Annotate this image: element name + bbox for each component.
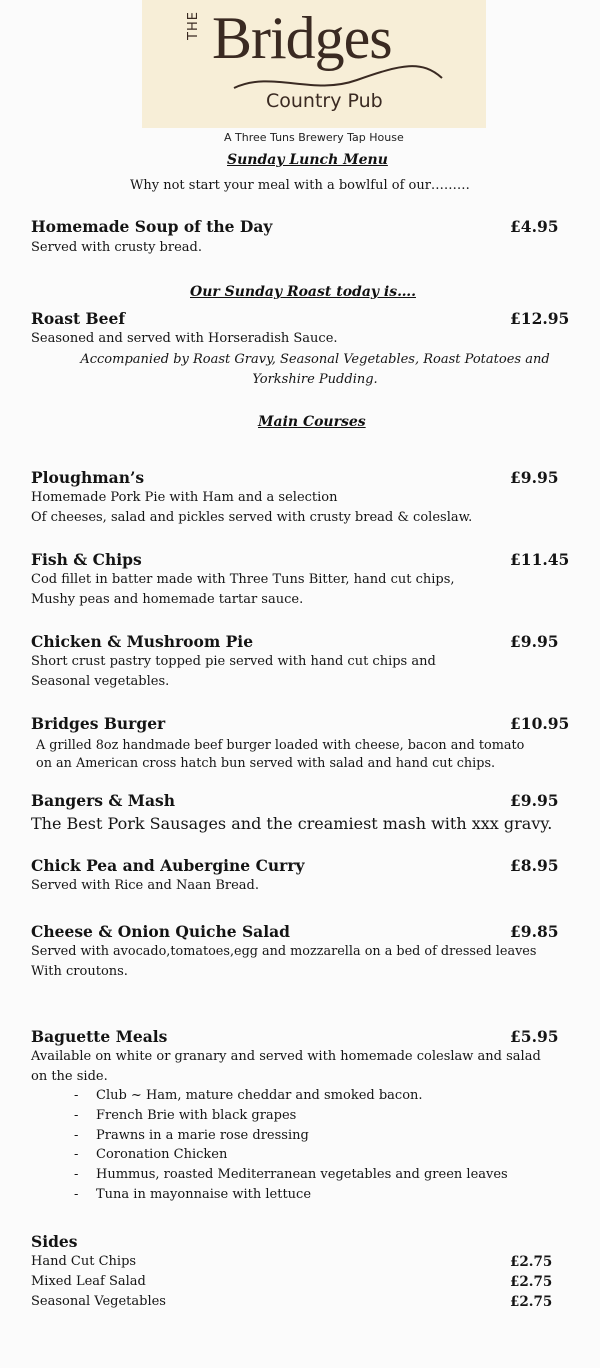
main-item-desc: Mushy peas and homemade tartar sauce. bbox=[31, 592, 304, 607]
roast-title: Roast Beef bbox=[31, 309, 126, 328]
filling-item: Tuna in mayonnaise with lettuce bbox=[96, 1187, 312, 1202]
intro-text: Why not start your meal with a bowlful of our……… bbox=[130, 178, 470, 193]
side-item-name: Hand Cut Chips bbox=[31, 1254, 137, 1269]
roast-heading: Our Sunday Roast today is…. bbox=[190, 284, 416, 300]
main-item-desc: The Best Pork Sausages and the creamiest mash with xxx gravy. bbox=[31, 814, 553, 833]
main-item-desc: Served with avocado,tomatoes,egg and mozzarella on a bed of dressed leaves bbox=[31, 944, 537, 959]
main-item-price: £9.85 bbox=[510, 922, 559, 941]
main-item-price: £9.95 bbox=[510, 632, 559, 651]
main-item-desc: Cod fillet in batter made with Three Tuns Bitter, hand cut chips, bbox=[31, 572, 455, 587]
main-item-title: Chicken & Mushroom Pie bbox=[31, 632, 254, 651]
roast-price: £12.95 bbox=[510, 309, 570, 328]
main-item-price: £8.95 bbox=[510, 856, 559, 875]
main-item-desc: Served with Rice and Naan Bread. bbox=[31, 878, 259, 893]
logo-the: THE bbox=[186, 11, 201, 40]
pub-logo bbox=[142, 0, 486, 128]
filling-bullet: - bbox=[74, 1088, 79, 1103]
side-item-name: Seasonal Vegetables bbox=[31, 1294, 166, 1309]
main-item-desc: Of cheeses, salad and pickles served with crusty bread & coleslaw. bbox=[31, 510, 473, 525]
main-item-price: £9.95 bbox=[510, 791, 559, 810]
baguette-desc: Available on white or granary and served with homemade coleslaw and salad bbox=[31, 1049, 541, 1064]
baguette-desc: on the side. bbox=[31, 1069, 108, 1084]
logo-name: Bridges bbox=[212, 5, 392, 71]
logo-subtitle: Country Pub bbox=[266, 90, 383, 112]
main-item-title: Bangers & Mash bbox=[31, 791, 175, 810]
filling-bullet: - bbox=[74, 1187, 79, 1202]
baguette-title: Baguette Meals bbox=[31, 1027, 168, 1046]
filling-bullet: - bbox=[74, 1167, 79, 1182]
filling-bullet: - bbox=[74, 1147, 79, 1162]
menu-title: Sunday Lunch Menu bbox=[227, 152, 388, 168]
baguette-price: £5.95 bbox=[510, 1027, 559, 1046]
sides-title: Sides bbox=[31, 1232, 78, 1251]
side-item-price: £2.75 bbox=[510, 1254, 553, 1270]
side-item-name: Mixed Leaf Salad bbox=[31, 1274, 146, 1289]
main-item-desc: on an American cross hatch bun served with salad and hand cut chips. bbox=[36, 756, 496, 771]
soup-price: £4.95 bbox=[510, 217, 559, 236]
main-item-desc: Seasonal vegetables. bbox=[31, 674, 170, 689]
main-item-desc: Homemade Pork Pie with Ham and a selection bbox=[31, 490, 338, 505]
main-item-title: Fish & Chips bbox=[31, 550, 142, 569]
roast-desc: Seasoned and served with Horseradish Sauce. bbox=[31, 331, 338, 346]
filling-item: Prawns in a marie rose dressing bbox=[96, 1128, 309, 1143]
main-item-desc: Short crust pastry topped pie served with hand cut chips and bbox=[31, 654, 436, 669]
side-item-price: £2.75 bbox=[510, 1274, 553, 1290]
filling-bullet: - bbox=[74, 1128, 79, 1143]
filling-item: French Brie with black grapes bbox=[96, 1108, 297, 1123]
main-item-title: Bridges Burger bbox=[31, 714, 166, 733]
mains-heading: Main Courses bbox=[258, 414, 366, 430]
soup-title: Homemade Soup of the Day bbox=[31, 217, 273, 236]
soup-desc: Served with crusty bread. bbox=[31, 240, 202, 255]
main-item-price: £11.45 bbox=[510, 550, 570, 569]
filling-bullet: - bbox=[74, 1108, 79, 1123]
main-item-price: £10.95 bbox=[510, 714, 570, 733]
main-item-title: Ploughman’s bbox=[31, 468, 145, 487]
main-item-price: £9.95 bbox=[510, 468, 559, 487]
tagline: A Three Tuns Brewery Tap House bbox=[224, 131, 404, 144]
main-item-desc: A grilled 8oz handmade beef burger loaded with cheese, bacon and tomato bbox=[36, 738, 525, 753]
side-item-price: £2.75 bbox=[510, 1294, 553, 1310]
main-item-title: Cheese & Onion Quiche Salad bbox=[31, 922, 290, 941]
roast-accompaniments: Accompanied by Roast Gravy, Seasonal Vegetables, Roast Potatoes and Yorkshire Pudding. bbox=[80, 352, 550, 387]
filling-item: Coronation Chicken bbox=[96, 1147, 228, 1162]
main-item-desc: With croutons. bbox=[31, 964, 128, 979]
filling-item: Club ~ Ham, mature cheddar and smoked bacon. bbox=[96, 1088, 423, 1103]
main-item-title: Chick Pea and Aubergine Curry bbox=[31, 856, 305, 875]
filling-item: Hummus, roasted Mediterranean vegetables and green leaves bbox=[96, 1167, 508, 1182]
